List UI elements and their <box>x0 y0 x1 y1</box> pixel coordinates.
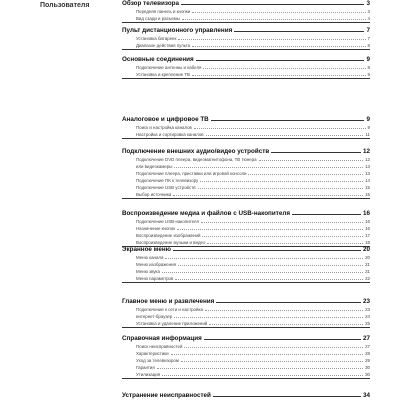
section-divider <box>122 378 370 379</box>
dotted-leader <box>171 354 364 355</box>
dotted-leader <box>201 222 363 223</box>
toc-entry[interactable] <box>136 71 370 78</box>
entry-page-number: 7 <box>367 36 370 41</box>
toc-entry[interactable] <box>136 156 370 163</box>
toc-section <box>122 56 370 79</box>
section-page-number: 34 <box>362 392 370 399</box>
section-page-number: 9 <box>366 116 370 123</box>
section-title: Воспроизведение медиа и файлов с USB-накопителя <box>122 210 290 217</box>
entry-page-number: 14 <box>365 178 370 183</box>
entry-title: Гарантия <box>136 365 155 370</box>
section-items <box>122 254 370 282</box>
section-items <box>122 124 370 138</box>
entry-title: Меню звука <box>136 269 160 274</box>
dotted-leader <box>198 188 364 189</box>
section-heading[interactable] <box>122 335 370 343</box>
dotted-leader <box>174 167 363 168</box>
section-page-number: 27 <box>362 335 370 342</box>
section-items <box>122 306 370 327</box>
entry-page-number: 21 <box>365 262 370 267</box>
entry-title: Вид сзади и разъемы <box>136 16 180 21</box>
entry-title: Подключение USB-накопителя <box>136 219 199 224</box>
section-divider <box>122 282 370 283</box>
dotted-leader <box>207 243 363 244</box>
entry-title: Воспроизведение музыки и видео <box>136 240 206 245</box>
leader-line <box>216 302 361 303</box>
entry-page-number: 8 <box>367 43 370 48</box>
toc-entry[interactable] <box>136 8 370 15</box>
dotted-leader <box>178 39 365 40</box>
toc-entry[interactable] <box>136 218 370 225</box>
section-items <box>122 343 370 378</box>
entry-title: Уход за телевизором <box>136 358 179 363</box>
toc-entry[interactable] <box>136 371 370 378</box>
entry-title: Подключение DVD плеера, видеомагнитофона, ТВ тюнера <box>136 157 257 162</box>
dotted-leader <box>194 128 366 129</box>
toc-entry[interactable] <box>136 170 370 177</box>
entry-title: Подключение к сети и настройка <box>136 307 203 312</box>
leader-line <box>234 31 364 32</box>
entry-title: Меню канала <box>136 255 164 260</box>
toc-entry[interactable] <box>136 357 370 364</box>
toc-section <box>122 246 370 283</box>
dotted-leader <box>248 174 363 175</box>
entry-title: Выбор источника <box>136 192 172 197</box>
section-divider <box>122 198 370 199</box>
section-page-number: 9 <box>366 56 370 63</box>
entry-page-number: 16 <box>365 219 370 224</box>
section-heading[interactable] <box>122 0 370 8</box>
section-title: Экранное меню <box>122 246 172 253</box>
section-title: Обзор телевизора <box>122 0 180 7</box>
section-page-number: 3 <box>366 0 370 7</box>
entry-page-number: 16 <box>365 226 370 231</box>
corner-label: Пользователя <box>40 2 90 9</box>
entry-title: Подключение антенны и кабеля <box>136 65 202 70</box>
toc-entry[interactable] <box>136 177 370 184</box>
table-of-contents <box>122 0 370 400</box>
section-heading[interactable] <box>122 298 370 306</box>
dotted-leader <box>192 75 366 76</box>
section-title: Подключение внешних аудио/видео устройств <box>122 148 270 155</box>
entry-title: или видеокамеры <box>136 164 173 169</box>
dotted-leader <box>181 361 363 362</box>
section-divider <box>122 78 370 79</box>
dotted-leader <box>209 324 363 325</box>
toc-entry[interactable] <box>136 268 370 275</box>
section-heading[interactable] <box>122 116 370 124</box>
section-divider <box>122 138 370 139</box>
toc-entry[interactable] <box>136 306 370 313</box>
entry-title: Характеристики <box>136 351 169 356</box>
entry-page-number: 30 <box>365 365 370 370</box>
toc-section <box>122 298 370 328</box>
entry-title: Настройка и сортировка каналов <box>136 132 204 137</box>
entry-page-number: 17 <box>365 233 370 238</box>
dotted-leader <box>162 375 363 376</box>
entry-page-number: 15 <box>365 185 370 190</box>
entry-title: Утилизация <box>136 372 161 377</box>
section-title: Аналоговое и цифровое ТВ <box>122 116 209 123</box>
entry-page-number: 29 <box>365 358 370 363</box>
entry-page-number: 15 <box>365 192 370 197</box>
toc-entry[interactable] <box>136 239 370 246</box>
dotted-leader <box>184 347 363 348</box>
toc-entry[interactable] <box>136 64 370 71</box>
toc-section <box>122 335 370 379</box>
entry-page-number: 27 <box>365 344 370 349</box>
entry-page-number: 4 <box>367 16 370 21</box>
entry-title: Назначение кнопок <box>136 226 176 231</box>
toc-entry[interactable] <box>136 261 370 268</box>
entry-title: Поиск и настройка каналов <box>136 125 192 130</box>
leader-line <box>213 396 361 397</box>
section-heading[interactable] <box>122 246 370 254</box>
entry-title: Поиск неисправностей <box>136 344 183 349</box>
dotted-leader <box>200 181 363 182</box>
dotted-leader <box>192 46 365 47</box>
toc-entry[interactable] <box>136 15 370 22</box>
section-items <box>122 8 370 22</box>
entry-title: Подключение USB устройств <box>136 185 196 190</box>
dotted-leader <box>182 19 366 20</box>
dotted-leader <box>165 258 363 259</box>
leader-line <box>271 152 361 153</box>
section-page-number: 16 <box>362 210 370 217</box>
leader-line <box>196 60 365 61</box>
toc-section <box>122 392 370 400</box>
entry-title: Установка и удаление приложений <box>136 321 208 326</box>
entry-page-number: 13 <box>365 164 370 169</box>
section-heading[interactable] <box>122 392 370 400</box>
toc-entry[interactable] <box>136 42 370 49</box>
leader-line <box>211 120 365 121</box>
toc-section <box>122 0 370 23</box>
toc-entry[interactable] <box>136 131 370 138</box>
entry-page-number: 25 <box>365 321 370 326</box>
toc-entry[interactable] <box>136 320 370 327</box>
section-title: Пульт дистанционного управления <box>122 27 233 34</box>
section-heading[interactable] <box>122 56 370 64</box>
leader-line <box>181 4 364 5</box>
entry-title: Воспроизведение изображений <box>136 233 201 238</box>
leader-line <box>173 250 361 251</box>
section-title: Основные соединения <box>122 56 194 63</box>
entry-page-number: 20 <box>365 255 370 260</box>
toc-entry[interactable] <box>136 275 370 282</box>
dotted-leader <box>205 310 363 311</box>
dotted-leader <box>157 368 363 369</box>
entry-page-number: 9 <box>367 125 370 130</box>
section-title: Устранение неисправностей <box>122 392 211 399</box>
toc-entry[interactable] <box>136 254 370 261</box>
entry-page-number: 12 <box>365 157 370 162</box>
entry-page-number: 18 <box>365 240 370 245</box>
dotted-leader <box>202 236 363 237</box>
section-page-number: 20 <box>362 246 370 253</box>
section-divider <box>122 49 370 50</box>
entry-title: Подключение ПК к телевизору <box>136 178 199 183</box>
toc-entry[interactable] <box>136 350 370 357</box>
toc-section <box>122 148 370 199</box>
entry-page-number: 30 <box>365 372 370 377</box>
section-divider <box>122 327 370 328</box>
entry-page-number: 9 <box>367 72 370 77</box>
entry-page-number: 9 <box>367 65 370 70</box>
section-items <box>122 218 370 246</box>
entry-title: Меню изображения <box>136 262 176 267</box>
dotted-leader <box>174 317 363 318</box>
dotted-leader <box>175 279 363 280</box>
toc-entry[interactable] <box>136 163 370 170</box>
entry-title: Подключение плеера, приставки или игровой консоли <box>136 171 247 176</box>
section-items <box>122 156 370 198</box>
section-title: Главное меню и развлечения <box>122 298 215 305</box>
entry-title: Передняя панель и кнопки <box>136 9 191 14</box>
dotted-leader <box>162 272 363 273</box>
dotted-leader <box>206 135 364 136</box>
toc-entry[interactable] <box>136 364 370 371</box>
section-divider <box>122 22 370 23</box>
dotted-leader <box>177 229 363 230</box>
entry-page-number: 23 <box>365 307 370 312</box>
toc-entry[interactable] <box>136 35 370 42</box>
entry-title: Установка батареек <box>136 36 177 41</box>
toc-entry[interactable] <box>136 343 370 350</box>
dotted-leader <box>192 12 365 13</box>
dotted-leader <box>178 265 363 266</box>
entry-page-number: 22 <box>365 276 370 281</box>
toc-entry[interactable] <box>136 184 370 191</box>
section-page-number: 7 <box>366 27 370 34</box>
toc-section <box>122 210 370 247</box>
entry-page-number: 13 <box>365 171 370 176</box>
toc-entry[interactable] <box>136 191 370 198</box>
leader-line <box>292 214 361 215</box>
section-heading[interactable] <box>122 27 370 35</box>
entry-page-number: 28 <box>365 351 370 356</box>
entry-title: Диапазон действия пульта <box>136 43 191 48</box>
toc-entry[interactable] <box>136 225 370 232</box>
section-heading[interactable] <box>122 210 370 218</box>
section-items <box>122 64 370 78</box>
entry-page-number: 21 <box>365 269 370 274</box>
toc-entry[interactable] <box>136 124 370 131</box>
entry-page-number: 11 <box>365 132 370 137</box>
toc-section <box>122 27 370 50</box>
dotted-leader <box>259 160 364 161</box>
section-items <box>122 35 370 49</box>
dotted-leader <box>173 195 363 196</box>
dotted-leader <box>203 68 365 69</box>
entry-title: интернет-браузер <box>136 314 173 319</box>
entry-page-number: 3 <box>367 9 370 14</box>
entry-page-number: 24 <box>365 314 370 319</box>
toc-entry[interactable] <box>136 313 370 320</box>
leader-line <box>204 339 361 340</box>
section-title: Справочная информация <box>122 335 202 342</box>
section-page-number: 12 <box>362 148 370 155</box>
section-page-number: 23 <box>362 298 370 305</box>
toc-section <box>122 116 370 139</box>
toc-entry[interactable] <box>136 232 370 239</box>
entry-title: Меню параметров <box>136 276 174 281</box>
section-heading[interactable] <box>122 148 370 156</box>
entry-title: Установка и крепление ТВ <box>136 72 190 77</box>
